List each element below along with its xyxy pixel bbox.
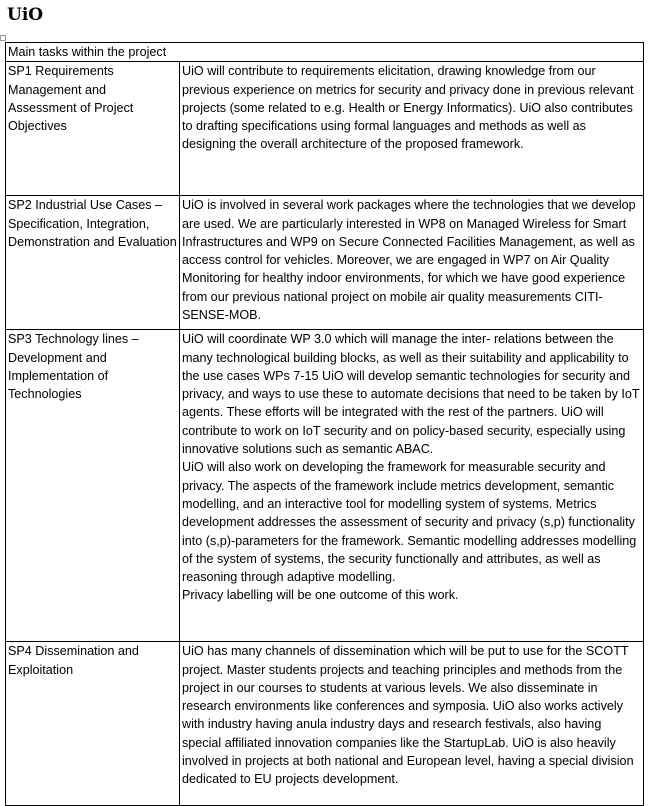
table-row (6, 62, 644, 196)
description-cell: UiO will contribute to requirements elicitation, drawing knowledge from our previous experience on metrics for security and privacy done in previous relevant projects (some related to e.g. Health or Energy Informatics). UiO also contributes to drafting specifications using formal languages and methods as well as designing the overall architecture of the proposed framework. (180, 62, 644, 196)
description-cell: UiO is involved in several work packages where the technologies that we develop are used. We are particularly interested in WP8 on Managed Wireless for Smart Infrastructures and WP9 on Secure Connected Facilities Management, as well as access control for vehicles. Moreover, we are engaged in WP7 on Air Quality Monitoring for healthy indoor environments, for which we have good experience from our previous national project on mobile air quality measurements CITI-SENSE-MOB. (180, 196, 644, 330)
table-move-handle[interactable] (0, 35, 6, 41)
description-cell: UiO has many channels of dissemination which will be put to use for the SCOTT project. Master students projects and teaching principles and methods from the project in our courses to students at various levels. We also disseminate in research environments like conferences and symposia. UiO also works actively with industry having anula industry days and research festivals, also having special affiliated innovation companies like the StartupLab. UiO is also heavily involved in projects at both national and European level, having a special division dedicated to EU projects development. (180, 642, 644, 806)
subproject-name-cell: SP4 Dissemination and Exploitation (6, 642, 180, 806)
table-header-row (6, 43, 644, 62)
table-row (6, 196, 644, 330)
table-row (6, 330, 644, 642)
description-cell (180, 330, 644, 642)
subproject-name-cell: SP2 Industrial Use Cases – Specification, Integration, Demonstration and Evaluation (6, 196, 180, 330)
description-paragraph: UiO will also work on developing the framework for measurable security and privacy. The aspects of the framework include metrics development, semantic modelling, and an interactive tool for modelling system of systems. Metrics development addresses the assessment of security and privacy (s,p) functionality into (s,p)-parameters for the framework. Semantic modelling addresses modelling of the system of systems, the security functionally and attributes, as well as reasoning through adaptive modelling. (182, 460, 637, 585)
description-paragraph: Privacy labelling will be one outcome of this work. (182, 588, 459, 603)
table-row (6, 642, 644, 806)
tasks-table (5, 42, 644, 806)
description-paragraph: UiO will coordinate WP 3.0 which will manage the inter- relations between the many technological building blocks, as well as their suitability and applicability to the use cases WPs 7-15 UiO will develop semantic technologies for security and privacy, and ways to use these to automate decisions that need to be taken by IoT agents. These efforts will be integrated with the rest of the partners. UiO will contribute to work on IoT security and on policy-based security, especially using innovative solutions such as semantic ABAC. (182, 332, 640, 457)
table-header-cell: Main tasks within the project (6, 43, 644, 62)
subproject-name-cell: SP3 Technology lines – Development and Implementation of Technologies (6, 330, 180, 642)
document-title: UiO (7, 5, 44, 25)
subproject-name-cell: SP1 Requirements Management and Assessment of Project Objectives (6, 62, 180, 196)
